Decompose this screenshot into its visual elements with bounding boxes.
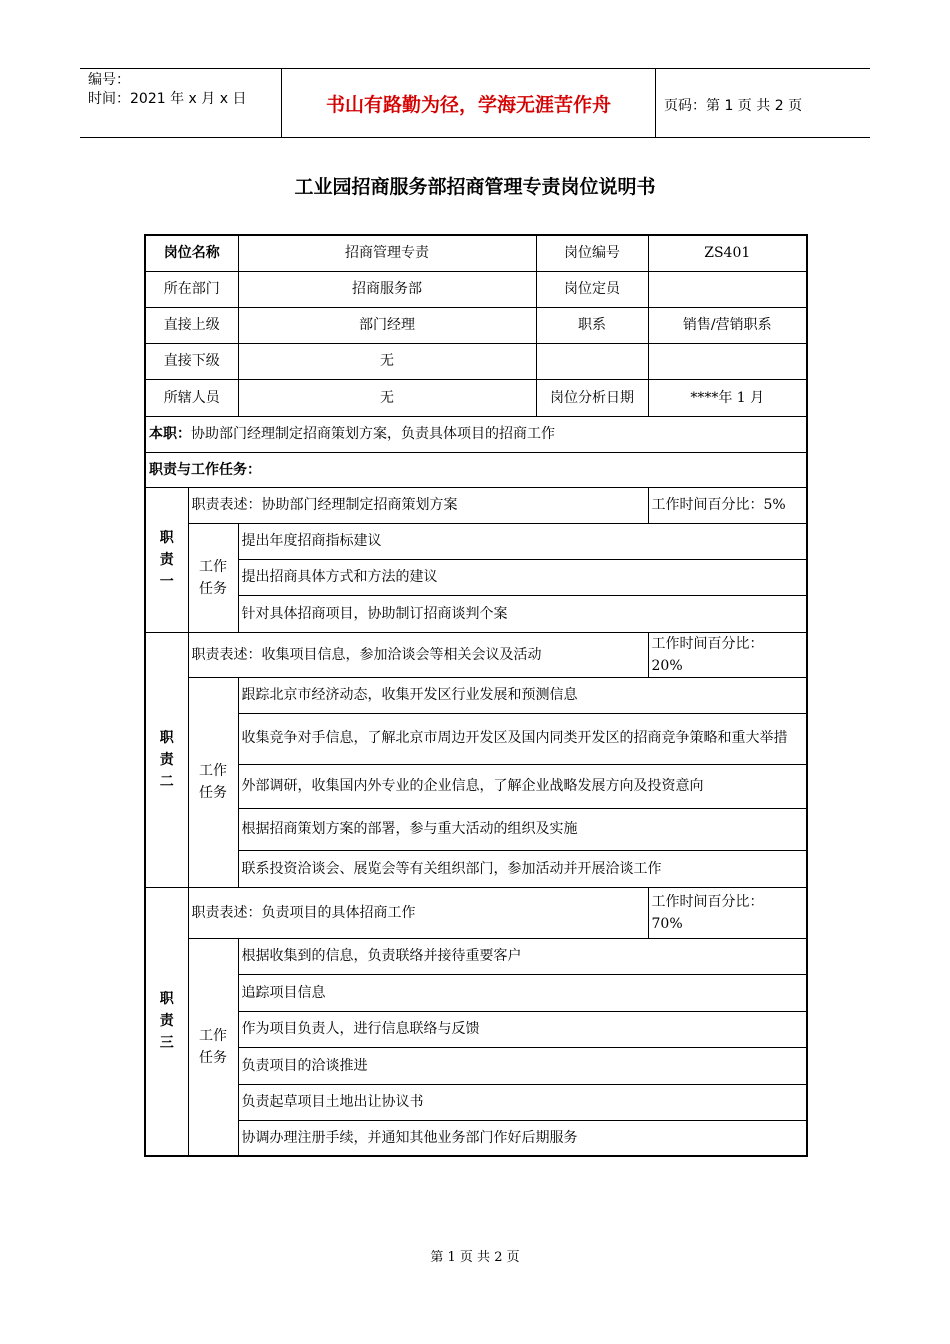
task-row <box>145 974 807 1011</box>
task-item: 追踪项目信息 <box>238 974 807 1011</box>
dept-value: 招商服务部 <box>238 271 536 307</box>
task-item: 根据收集到的信息，负责联络并接待重要客户 <box>238 938 807 974</box>
empty-cell <box>648 343 807 379</box>
series-label: 职系 <box>536 307 648 343</box>
post-code-label: 岗位编号 <box>536 235 648 271</box>
duty-2-label: 职 责 二 <box>145 632 188 887</box>
dept-label: 所在部门 <box>145 271 238 307</box>
header-page-info: 页码：第 1 页 共 2 页 <box>664 98 803 114</box>
post-name-value: 招商管理专责 <box>238 235 536 271</box>
task-label: 工作 任务 <box>188 677 238 887</box>
analysis-date-label: 岗位分析日期 <box>536 379 648 416</box>
task-item: 负责项目的洽谈推进 <box>238 1047 807 1084</box>
info-row <box>145 307 807 343</box>
duty-3-label: 职 责 三 <box>145 887 188 1156</box>
task-item: 提出招商具体方式和方法的建议 <box>238 559 807 595</box>
superior-value: 部门经理 <box>238 307 536 343</box>
task-item: 提出年度招商指标建议 <box>238 523 807 559</box>
task-row <box>145 523 807 559</box>
duties-heading-row <box>145 452 807 487</box>
quota-value <box>648 271 807 307</box>
number-label: 编号： <box>88 72 130 88</box>
task-row <box>145 595 807 632</box>
task-item: 收集竞争对手信息，了解北京市周边开发区及国内同类开发区的招商竞争策略和重大举措 <box>238 713 807 764</box>
subordinate-value: 无 <box>238 343 536 379</box>
task-row <box>145 1120 807 1156</box>
superior-label: 直接上级 <box>145 307 238 343</box>
task-item: 协调办理注册手续，并通知其他业务部门作好后期服务 <box>238 1120 807 1156</box>
duty-3-percent: 工作时间百分比： 70% <box>648 887 807 938</box>
post-name-label: 岗位名称 <box>145 235 238 271</box>
duty-3-statement: 职责表述：负责项目的具体招商工作 <box>188 887 648 938</box>
info-row <box>145 235 807 271</box>
header-motto: 书山有路勤为径，学海无涯苦作舟 <box>281 69 656 137</box>
task-row <box>145 677 807 713</box>
duty-summary-label: 本职： <box>149 426 191 442</box>
document-title: 工业园招商服务部招商管理专责岗位说明书 <box>294 176 656 198</box>
task-item: 外部调研，收集国内外专业的企业信息，了解企业战略发展方向及投资意向 <box>238 764 807 808</box>
task-label: 工作 任务 <box>188 938 238 1156</box>
quota-label: 岗位定员 <box>536 271 648 307</box>
job-description-table <box>144 234 808 1157</box>
task-item: 根据招商策划方案的部署，参与重大活动的组织及实施 <box>238 808 807 850</box>
duty-summary <box>145 416 807 452</box>
task-item: 作为项目负责人，进行信息联络与反馈 <box>238 1011 807 1047</box>
task-item: 负责起草项目土地出让协议书 <box>238 1084 807 1120</box>
info-row <box>145 343 807 379</box>
duties-heading: 职责与工作任务： <box>145 452 807 487</box>
task-row <box>145 1047 807 1084</box>
task-row <box>145 808 807 850</box>
empty-cell <box>536 343 648 379</box>
duty-statement-row <box>145 887 807 938</box>
staff-label: 所辖人员 <box>145 379 238 416</box>
staff-value: 无 <box>238 379 536 416</box>
duty-2-statement: 职责表述：收集项目信息，参加洽谈会等相关会议及活动 <box>188 632 648 677</box>
task-row <box>145 850 807 887</box>
analysis-date-value: ****年 1 月 <box>648 379 807 416</box>
info-row <box>145 379 807 416</box>
task-item: 联系投资洽谈会、展览会等有关组织部门，参加活动并开展洽谈工作 <box>238 850 807 887</box>
page-header <box>80 68 870 138</box>
task-item: 针对具体招商项目，协助制订招商谈判个案 <box>238 595 807 632</box>
subordinate-label: 直接下级 <box>145 343 238 379</box>
info-row <box>145 271 807 307</box>
page-footer: 第 1 页 共 2 页 <box>430 1250 520 1265</box>
task-row <box>145 1084 807 1120</box>
duty-1-statement: 职责表述：协助部门经理制定招商策划方案 <box>188 487 648 523</box>
time-label: 时间：2021 年 x 月 x 日 <box>88 91 247 107</box>
series-value: 销售/营销职系 <box>648 307 807 343</box>
task-row <box>145 559 807 595</box>
task-item: 跟踪北京市经济动态，收集开发区行业发展和预测信息 <box>238 677 807 713</box>
task-row <box>145 764 807 808</box>
task-label: 工作 任务 <box>188 523 238 632</box>
duty-summary-row <box>145 416 807 452</box>
duty-statement-row <box>145 487 807 523</box>
duty-2-percent: 工作时间百分比： 20% <box>648 632 807 677</box>
duty-1-label: 职 责 一 <box>145 487 188 632</box>
duty-statement-row <box>145 632 807 677</box>
task-row <box>145 1011 807 1047</box>
duty-1-percent: 工作时间百分比：5% <box>648 487 807 523</box>
task-row <box>145 938 807 974</box>
task-row <box>145 713 807 764</box>
header-meta <box>88 71 246 109</box>
post-code-value: ZS401 <box>648 235 807 271</box>
duty-summary-text: 协助部门经理制定招商策划方案，负责具体项目的招商工作 <box>191 426 555 442</box>
